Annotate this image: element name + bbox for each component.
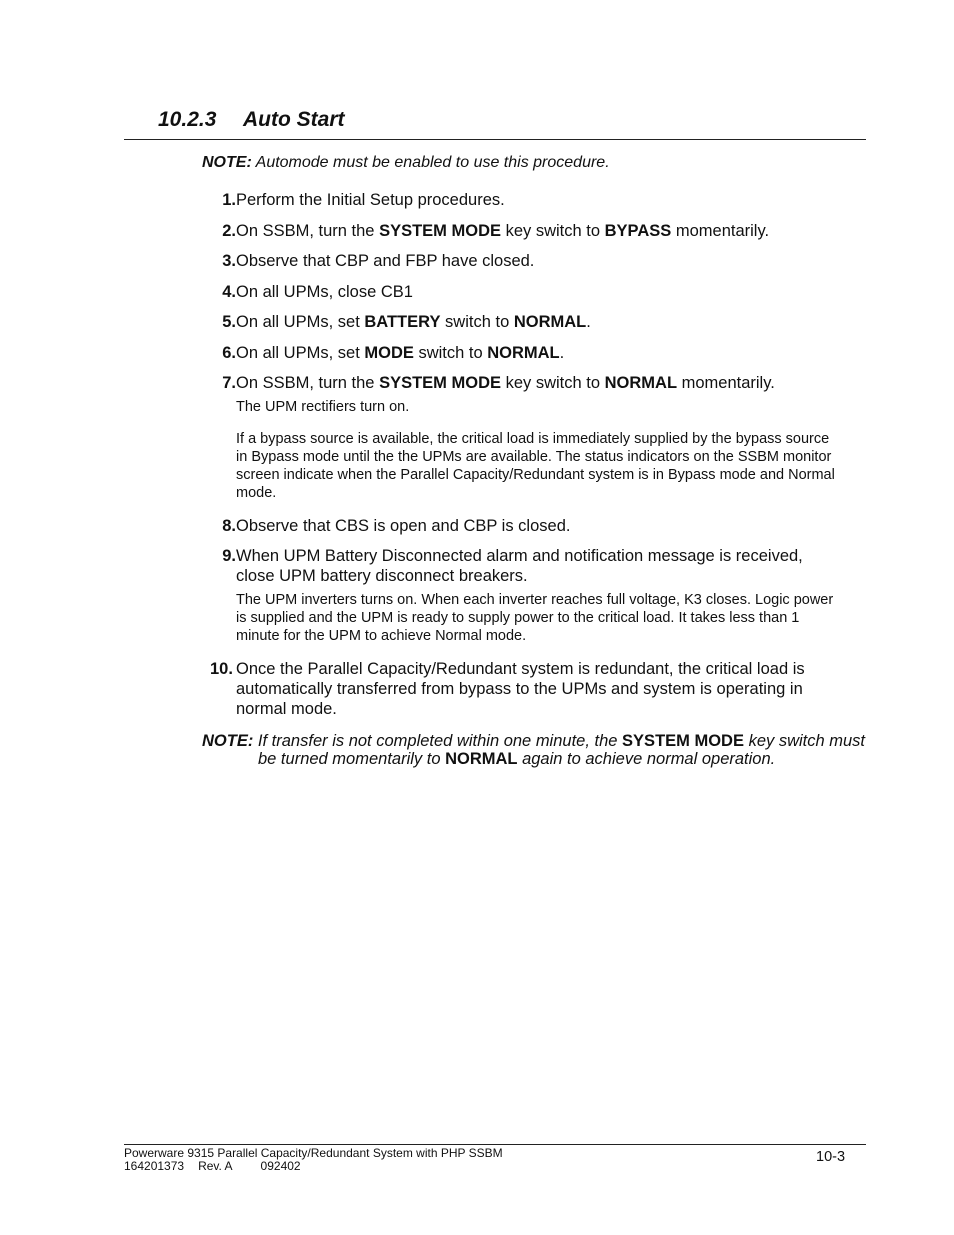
note-text: NORMAL — [445, 750, 518, 768]
step-item — [202, 516, 842, 536]
step-number: 10. — [210, 659, 233, 678]
note-text: Automode must be enabled to use this procedure. — [255, 154, 610, 171]
note-text: again to achieve normal operation. — [517, 750, 776, 768]
step-number: 3. — [222, 252, 236, 270]
footer-date: 092402 — [260, 1159, 301, 1173]
step-item — [202, 312, 842, 332]
step-item — [202, 190, 842, 210]
footer-revision: Rev. A — [198, 1159, 233, 1173]
step-item — [202, 373, 842, 393]
step-text: On SSBM, turn the SYSTEM MODE key switch to BYPASS momentarily. — [236, 221, 770, 240]
step-number: 4. — [222, 282, 236, 301]
footer-rule — [124, 1144, 866, 1145]
section-title: Auto Start — [243, 108, 345, 131]
step-text: On all UPMs, set BATTERY switch to NORMAL. — [236, 313, 591, 331]
step-text: Once the Parallel Capacity/Redundant system is redundant, the critical load is automatically transferred from bypass to the UPMs and system is operating in normal mode. — [236, 659, 805, 718]
step-number: 1. — [222, 191, 236, 209]
step-note: If a bypass source is available, the critical load is immediately supplied by the bypass source in Bypass mode until the the UPMs are available. The status indicators on the SSBM monitor screen indicate when the Parallel Capacity/Redundant system is in Bypass mode and Normal mode. — [236, 430, 835, 501]
procedure-steps — [202, 190, 842, 729]
step-note: The UPM inverters turns on. When each inverter reaches full voltage, K3 closes. Logic power is supplied and the UPM is ready to supply power to the critical load. It takes less than 1 minute for the UPM to achieve Normal mode. — [236, 591, 834, 644]
note-bottom — [202, 732, 878, 768]
note-text: SYSTEM MODE — [622, 732, 744, 750]
step-number: 5. — [222, 313, 236, 331]
footer-info — [124, 1147, 503, 1173]
note-label: NOTE: — [202, 154, 252, 171]
step-text: On all UPMs, set MODE switch to NORMAL. — [236, 343, 565, 362]
step-text: On all UPMs, close CB1 — [236, 282, 413, 301]
note-text: If transfer is not completed within one minute, the — [253, 732, 623, 750]
section-number: 10.2.3 — [158, 108, 217, 131]
note-label: NOTE: — [202, 732, 254, 750]
step-text: When UPM Battery Disconnected alarm and notification message is received, close UPM battery disconnect breakers. — [236, 547, 803, 585]
heading-rule — [124, 139, 866, 140]
step-text: Perform the Initial Setup procedures. — [236, 191, 505, 209]
section-heading — [158, 108, 345, 132]
step-item — [202, 343, 842, 363]
step-text: On SSBM, turn the SYSTEM MODE key switch to NORMAL momentarily. — [236, 374, 775, 392]
step-note: The UPM rectifiers turn on. — [236, 398, 410, 415]
step-number: 2. — [222, 221, 236, 240]
note-text: key switch must be turned momentarily to — [258, 732, 866, 768]
step-text: Observe that CBP and FBP have closed. — [236, 252, 535, 270]
step-item — [202, 546, 842, 586]
step-number: 9. — [222, 547, 236, 565]
step-number: 8. — [222, 516, 236, 535]
step-number: 7. — [222, 374, 236, 392]
step-item — [202, 282, 842, 302]
step-number: 6. — [222, 343, 236, 362]
step-text: Observe that CBS is open and CBP is closed. — [236, 516, 571, 535]
step-item — [202, 659, 842, 719]
step-item — [202, 251, 842, 271]
page-number: 10-3 — [816, 1149, 846, 1165]
note-top — [202, 154, 610, 172]
step-item — [202, 221, 842, 241]
footer-title: Powerware 9315 Parallel Capacity/Redundant System with PHP SSBM — [124, 1146, 503, 1160]
footer-part-number: 164201373 — [124, 1159, 185, 1173]
